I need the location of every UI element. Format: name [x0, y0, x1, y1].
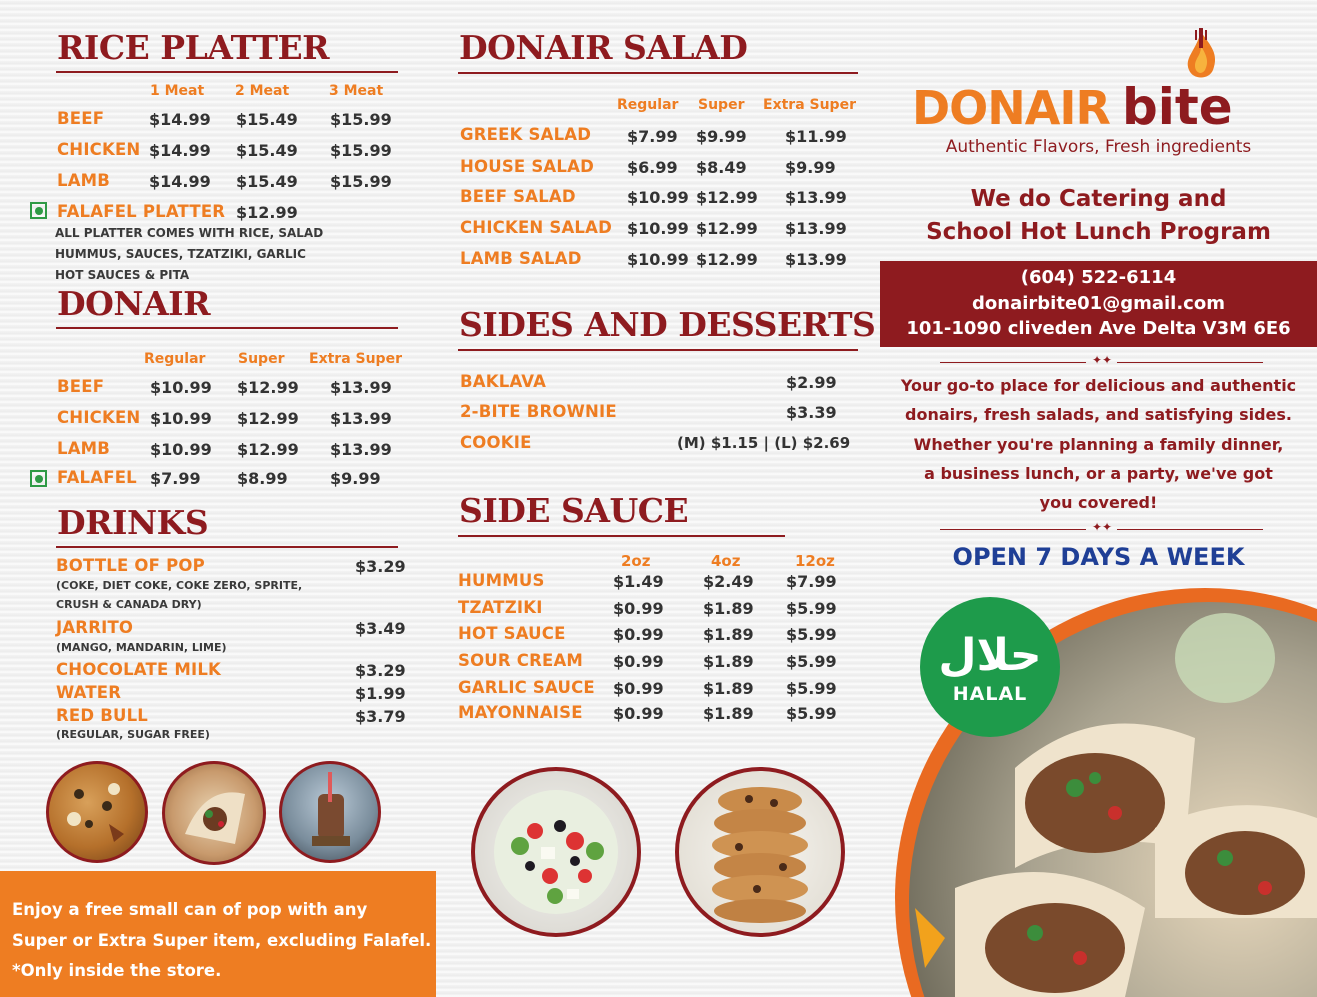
salad-price: $12.99 — [696, 219, 758, 238]
about-line: Whether you're planning a family dinner, — [913, 435, 1284, 454]
rice-item-lamb: LAMB — [57, 171, 111, 190]
rice-price: $14.99 — [149, 172, 211, 191]
salad-price: $13.99 — [785, 188, 847, 207]
drinks-rule — [56, 546, 398, 548]
donair-price: $7.99 — [150, 469, 201, 488]
drink-item: RED BULL — [56, 706, 149, 725]
salad-item: GREEK SALAD — [460, 125, 592, 144]
donair-price: $9.99 — [330, 469, 381, 488]
promo-line: Enjoy a free small can of pop with any — [12, 900, 368, 919]
sauce-price: $0.99 — [613, 679, 664, 698]
open-hours: OPEN 7 DAYS A WEEK — [952, 543, 1245, 571]
drink-price: $3.49 — [355, 619, 406, 638]
brand-name-part2: bite — [1121, 78, 1233, 136]
rice-price: $14.99 — [149, 141, 211, 160]
sides-rule — [458, 349, 858, 351]
salad-price: $12.99 — [696, 188, 758, 207]
halal-arabic: حلال — [938, 630, 1042, 681]
salad-price: $13.99 — [785, 219, 847, 238]
salad-item: LAMB SALAD — [460, 249, 582, 268]
donair-price: $10.99 — [150, 378, 212, 397]
donair-title: DONAIR — [57, 284, 210, 323]
drink-item: BOTTLE OF POP — [56, 556, 205, 575]
sauce-price: $0.99 — [613, 704, 664, 723]
divider-line — [1117, 529, 1263, 530]
sauce-price: $1.89 — [703, 625, 754, 644]
drink-note: CRUSH & CANADA DRY) — [56, 598, 202, 611]
sauce-item: HOT SAUCE — [458, 624, 566, 643]
drink-price: $3.29 — [355, 557, 406, 576]
side-price: $2.99 — [786, 373, 837, 392]
donair-price: $12.99 — [237, 378, 299, 397]
rice-header-3meat: 3 Meat — [329, 83, 384, 99]
side-price: (M) $1.15 | (L) $2.69 — [677, 434, 851, 452]
sauce-item: HUMMUS — [458, 571, 545, 590]
side-item: 2-BITE BROWNIE — [460, 402, 617, 421]
donair-wrap-photo — [162, 761, 266, 865]
side-sauce-rule — [458, 535, 785, 537]
donair-price: $12.99 — [237, 440, 299, 459]
sauce-price: $0.99 — [613, 652, 664, 671]
sauce-header-2oz: 2oz — [621, 552, 651, 570]
contact-phone: (604) 522-6114 — [1020, 267, 1177, 288]
salad-price: $7.99 — [627, 127, 678, 146]
donair-item-lamb: LAMB — [57, 439, 111, 458]
rice-price: $14.99 — [149, 110, 211, 129]
salad-price: $10.99 — [627, 219, 689, 238]
contact-email: donairbite01@gmail.com — [972, 293, 1225, 314]
rice-price: $15.49 — [236, 110, 298, 129]
divider-line — [940, 529, 1086, 530]
sauce-price: $5.99 — [786, 704, 837, 723]
sauce-price: $0.99 — [613, 599, 664, 618]
donair-wrap-illustration — [165, 764, 263, 862]
salad-illustration — [475, 771, 637, 933]
cookies-illustration — [679, 771, 841, 933]
sauce-price: $5.99 — [786, 679, 837, 698]
rice-note: HUMMUS, SAUCES, TZATZIKI, GARLIC — [55, 247, 306, 261]
divider-ornament-icon: ✦✦ — [1092, 520, 1113, 534]
salad-price: $8.49 — [696, 158, 747, 177]
drink-price: $1.99 — [355, 684, 406, 703]
divider-line — [1117, 362, 1263, 363]
sauce-price: $1.89 — [703, 704, 754, 723]
about-line: a business lunch, or a party, we've got — [924, 464, 1273, 483]
salad-price: $12.99 — [696, 250, 758, 269]
cookies-photo — [675, 767, 845, 937]
donair-item-falafel: FALAFEL — [57, 468, 137, 487]
salad-price: $9.99 — [785, 158, 836, 177]
sauce-header-12oz: 12oz — [795, 552, 835, 570]
sauce-header-4oz: 4oz — [711, 552, 741, 570]
brand-name-part1: DONAIR — [912, 81, 1110, 135]
salad-price: $10.99 — [627, 188, 689, 207]
rice-price: $15.49 — [236, 172, 298, 191]
rice-price: $15.99 — [330, 141, 392, 160]
divider-ornament-icon: ✦✦ — [1092, 353, 1113, 367]
drink-item: CHOCOLATE MILK — [56, 660, 222, 679]
halal-label: HALAL — [952, 683, 1028, 705]
rice-price: $12.99 — [236, 203, 298, 222]
sauce-price: $7.99 — [786, 572, 837, 591]
drink-item: JARRITO — [56, 618, 134, 637]
rice-price: $15.49 — [236, 141, 298, 160]
donair-price: $8.99 — [237, 469, 288, 488]
chocolate-milk-illustration — [282, 764, 378, 860]
brand-tagline: Authentic Flavors, Fresh ingredients — [945, 137, 1252, 157]
donair-salad-rule — [458, 72, 858, 74]
promo-banner — [0, 871, 436, 997]
sauce-item: MAYONNAISE — [458, 703, 583, 722]
sauce-price: $1.89 — [703, 652, 754, 671]
contact-box — [880, 261, 1317, 347]
drink-note: (REGULAR, SUGAR FREE) — [56, 728, 210, 741]
sauce-price: $0.99 — [613, 625, 664, 644]
vegetarian-icon — [30, 470, 47, 487]
sauce-item: TZATZIKI — [458, 598, 543, 617]
drink-note: (MANGO, MANDARIN, LIME) — [56, 641, 227, 654]
about-line: donairs, fresh salads, and satisfying sides. — [905, 405, 1292, 424]
about-line: you covered! — [1039, 493, 1158, 512]
donair-salad-title: DONAIR SALAD — [459, 28, 748, 67]
catering-line2: School Hot Lunch Program — [926, 219, 1271, 245]
drink-note: (COKE, DIET COKE, COKE ZERO, SPRITE, — [56, 579, 303, 592]
rice-item-beef: BEEF — [57, 109, 105, 128]
side-item: BAKLAVA — [460, 372, 547, 391]
drink-price: $3.79 — [355, 707, 406, 726]
side-item: COOKIE — [460, 433, 532, 452]
rice-price: $15.99 — [330, 110, 392, 129]
donair-price: $13.99 — [330, 378, 392, 397]
rice-note: HOT SAUCES & PITA — [55, 268, 190, 282]
side-sauce-title: SIDE SAUCE — [459, 491, 689, 530]
rice-platter-illustration — [49, 764, 145, 860]
salad-price: $13.99 — [785, 250, 847, 269]
promo-line: Super or Extra Super item, excluding Falafel. — [12, 931, 432, 950]
catering-line1: We do Catering and — [970, 186, 1227, 212]
rice-item-chicken: CHICKEN — [57, 140, 141, 159]
rice-item-falafel-platter: FALAFEL PLATTER — [57, 202, 226, 221]
chocolate-milk-photo — [279, 761, 381, 863]
donair-price: $13.99 — [330, 440, 392, 459]
promo-line: *Only inside the store. — [12, 961, 222, 980]
donair-header-super: Super — [238, 351, 285, 367]
salad-header-extra-super: Extra Super — [763, 97, 856, 113]
salad-price: $9.99 — [696, 127, 747, 146]
side-price: $3.39 — [786, 403, 837, 422]
sauce-price: $1.89 — [703, 599, 754, 618]
vegetarian-icon — [30, 202, 47, 219]
salad-item: CHICKEN SALAD — [460, 218, 613, 237]
salad-price: $6.99 — [627, 158, 678, 177]
salad-header-super: Super — [698, 97, 745, 113]
halal-badge — [920, 597, 1060, 737]
sauce-price: $5.99 — [786, 652, 837, 671]
rice-note: ALL PLATTER COMES WITH RICE, SALAD — [55, 226, 324, 240]
sauce-price: $1.89 — [703, 679, 754, 698]
salad-item: BEEF SALAD — [460, 187, 576, 206]
sides-title: SIDES AND DESSERTS — [459, 305, 876, 344]
rice-platter-photo — [46, 761, 148, 863]
donair-price: $10.99 — [150, 409, 212, 428]
drink-item: WATER — [56, 683, 122, 702]
salad-photo — [471, 767, 641, 937]
divider-line — [940, 362, 1086, 363]
salad-item: HOUSE SALAD — [460, 157, 594, 176]
salad-price: $10.99 — [627, 250, 689, 269]
rice-platter-title: RICE PLATTER — [57, 28, 330, 67]
donair-header-regular: Regular — [144, 351, 206, 367]
salad-header-regular: Regular — [617, 97, 679, 113]
sauce-item: SOUR CREAM — [458, 651, 584, 670]
rice-header-1meat: 1 Meat — [150, 83, 205, 99]
donair-item-beef: BEEF — [57, 377, 105, 396]
brand-logo — [912, 78, 1233, 136]
drink-price: $3.29 — [355, 661, 406, 680]
donair-price: $12.99 — [237, 409, 299, 428]
salad-price: $11.99 — [785, 127, 847, 146]
rice-platter-rule — [56, 71, 398, 73]
rice-price: $15.99 — [330, 172, 392, 191]
sauce-price: $2.49 — [703, 572, 754, 591]
donair-price: $10.99 — [150, 440, 212, 459]
sauce-price: $1.49 — [613, 572, 664, 591]
sauce-price: $5.99 — [786, 625, 837, 644]
sauce-item: GARLIC SAUCE — [458, 678, 595, 697]
donair-header-extra-super: Extra Super — [309, 351, 402, 367]
donair-price: $13.99 — [330, 409, 392, 428]
contact-address: 101-1090 cliveden Ave Delta V3M 6E6 — [906, 318, 1291, 339]
sauce-price: $5.99 — [786, 599, 837, 618]
donair-rule — [56, 327, 398, 329]
donair-item-chicken: CHICKEN — [57, 408, 141, 427]
about-line: Your go-to place for delicious and authentic — [900, 376, 1297, 395]
drinks-title: DRINKS — [57, 503, 209, 542]
rice-header-2meat: 2 Meat — [235, 83, 290, 99]
